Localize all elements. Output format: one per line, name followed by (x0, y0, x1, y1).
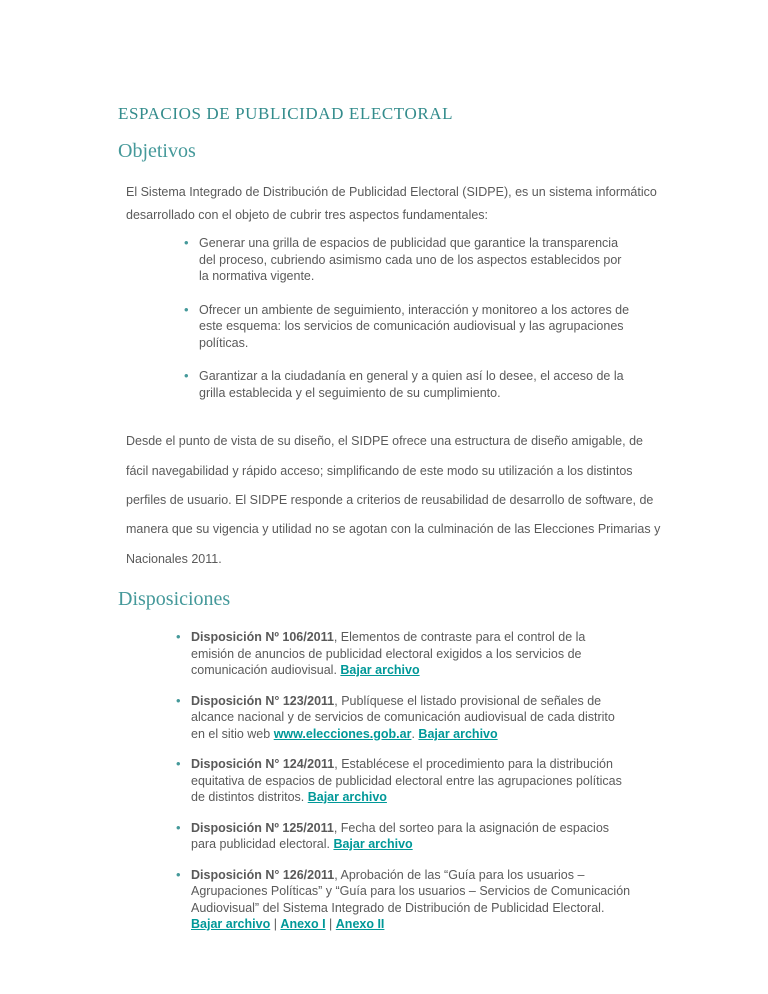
bullet-icon: • (176, 629, 181, 645)
bullet-text: Ofrecer un ambiente de seguimiento, interacción y monitoreo a los actores de este esquema: los servicios de comunicación audiovisual y las agrupaciones políticas. (199, 302, 630, 350)
bajar-archivo-link[interactable]: Bajar archivo (307, 790, 387, 805)
disposicion-number: Disposición Nº 106/2011 (191, 630, 334, 645)
bullet-icon: • (184, 368, 189, 384)
section-heading-disposiciones: Disposiciones (118, 588, 231, 611)
list-item (184, 302, 632, 352)
bullet-icon: • (176, 692, 181, 708)
page-title: ESPACIOS DE PUBLICIDAD ELECTORAL (118, 104, 454, 123)
list-item (176, 756, 631, 806)
disposicion-text: , Aprobación de las “Guía para los usuarios – Agrupaciones Políticas” y “Guía para los usuarios – Servicios de Comunicación Audiovisual” del Sistema Integrado de Distribución de Publicidad Electoral. (191, 867, 631, 915)
list-item (176, 693, 631, 743)
disposicion-number: Disposición Nº 125/2011 (191, 820, 334, 835)
elecciones-website-link[interactable]: www.elecciones.gob.ar (273, 726, 412, 741)
link-separator: | (325, 917, 336, 932)
bullet-icon: • (184, 235, 189, 251)
list-item (176, 820, 631, 853)
bullet-text: Generar una grilla de espacios de publicidad que garantice la transparencia del proceso, cubriendo asimismo cada uno de los aspectos establecidos por la normativa vigente. (199, 236, 622, 284)
bajar-archivo-link[interactable]: Bajar archivo (191, 917, 271, 932)
intro-paragraph: El Sistema Integrado de Distribución de Publicidad Electoral (SIDPE), es un sistema informático desarrollado con el objeto de cubrir tres aspectos fundamentales: (126, 185, 657, 223)
bajar-archivo-link[interactable]: Bajar archivo (340, 663, 420, 678)
bajar-archivo-link[interactable]: Bajar archivo (333, 837, 413, 852)
disposicion-number: Disposición N° 126/2011 (191, 867, 335, 882)
list-item (176, 867, 631, 933)
disposicion-text: . (411, 726, 419, 741)
anexo-i-link[interactable]: Anexo I (280, 917, 326, 932)
disposicion-text: , Establécese el procedimiento para la distribución equitativa de espacios de publicidad electoral entre las agrupaciones políticas de distintos distritos. (191, 757, 622, 805)
section-heading-objetivos: Objetivos (118, 140, 196, 162)
bajar-archivo-link[interactable]: Bajar archivo (418, 726, 498, 741)
disposicion-text: , Elementos de contraste para el control de la emisión de anuncios de publicidad electoral exigidos a los servicios de comunicación audiovisual. (191, 630, 586, 678)
disposiciones-bullet-list (176, 629, 631, 933)
bullet-icon: • (176, 819, 181, 835)
link-separator: | (270, 917, 281, 932)
bullet-text: Garantizar a la ciudadanía en general y a quien así lo desee, el acceso de la grilla establecida y el seguimiento de su cumplimiento. (199, 369, 624, 400)
list-item (176, 629, 631, 679)
disposicion-number: Disposición N° 124/2011 (191, 757, 335, 772)
list-item (184, 368, 632, 401)
disposicion-text: , Publíquese el listado provisional de señales de alcance nacional y de servicios de comunicación audiovisual de cada distrito en el sitio web (191, 693, 615, 741)
closing-paragraph: Desde el punto de vista de su diseño, el SIDPE ofrece una estructura de diseño amigable, de fácil navegabilidad y rápido acceso; simplificando de este modo su utilización a los distintos perfiles de usuario. El SIDPE responde a criterios de reusabilidad de desarrollo de software, de manera que su vigencia y utilidad no se agotan con la culminación de las Elecciones Primarias y Nacionales 2011. (126, 434, 661, 566)
disposicion-text: , Fecha del sorteo para la asignación de espacios para publicidad electoral. (191, 820, 610, 852)
bullet-icon: • (176, 756, 181, 772)
objetivos-bullet-list (184, 235, 632, 401)
list-item (184, 235, 632, 285)
disposicion-number: Disposición N° 123/2011 (191, 693, 335, 708)
bullet-icon: • (184, 301, 189, 317)
bullet-icon: • (176, 866, 181, 882)
anexo-ii-link[interactable]: Anexo II (335, 917, 385, 932)
